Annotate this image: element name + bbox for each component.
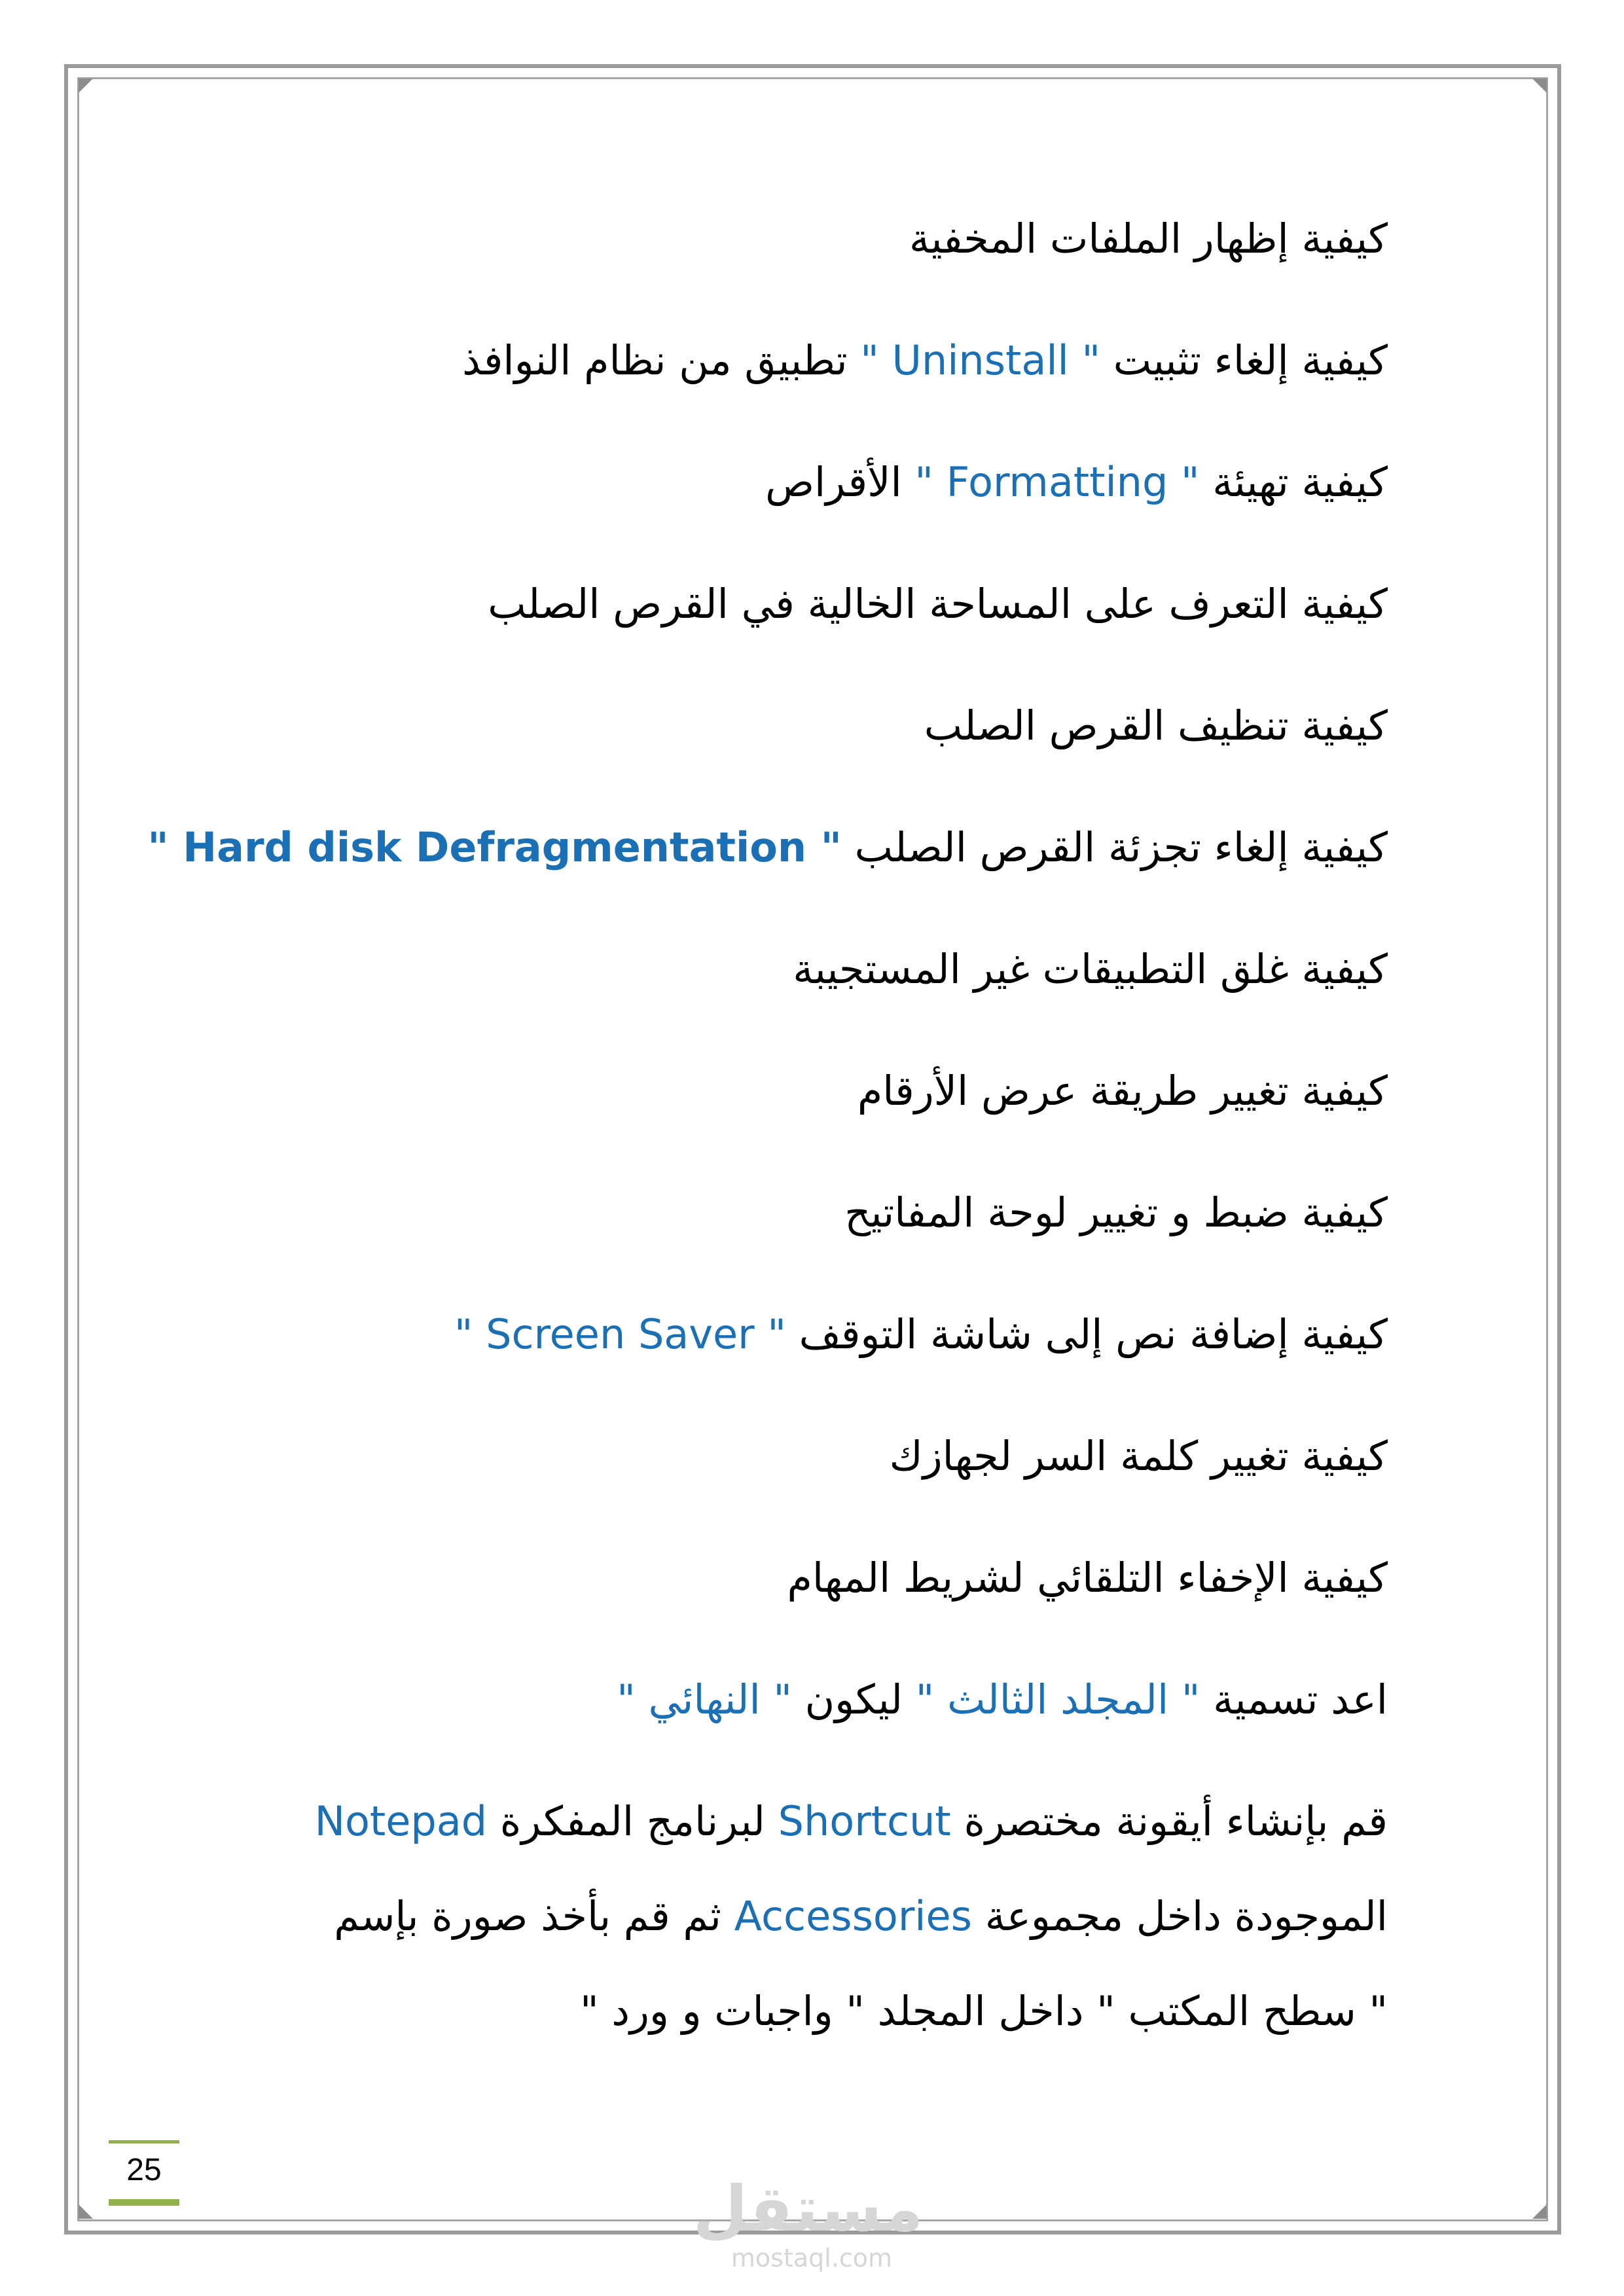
list-item: كيفية تنظيف القرص الصلب — [924, 702, 1388, 749]
page-number: 25 — [109, 2140, 179, 2206]
english-term: Notepad — [314, 1797, 488, 1845]
list-item: كيفية غلق التطبيقات غير المستجيبة — [793, 945, 1388, 993]
list-item: كيفية تهيئة " Formatting " الأقراص — [765, 458, 1388, 506]
watermark-arabic: مستقل — [693, 2172, 923, 2246]
list-item: كيفية إلغاء تجزئة القرص الصلب " Hard disk Defragmentation " — [147, 823, 1388, 871]
shortcut-task-line-2: الموجودة داخل مجموعة Accessories ثم قم بأخذ صورة بإسم — [334, 1892, 1388, 1940]
english-term: " Uninstall " — [860, 336, 1100, 384]
list-item: كيفية التعرف على المساحة الخالية في القرص الصلب — [488, 580, 1388, 628]
watermark-logo — [693, 2172, 923, 2272]
corner-ornament-icon — [79, 79, 93, 93]
question-list — [147, 196, 1388, 2064]
shortcut-task-line-3: " سطح المكتب " داخل المجلد " واجبات و ورد " — [580, 1987, 1388, 2035]
folder-name-new: " النهائي " — [617, 1676, 792, 1723]
folder-name-old: " المجلد الثالث " — [915, 1676, 1200, 1723]
english-term: Accessories — [734, 1892, 972, 1940]
list-item: كيفية تغيير كلمة السر لجهازك — [889, 1432, 1388, 1480]
english-term: " Screen Saver " — [454, 1310, 786, 1358]
list-item: كيفية تغيير طريقة عرض الأرقام — [857, 1067, 1388, 1115]
english-term: Shortcut — [778, 1797, 951, 1845]
english-term: " Hard disk Defragmentation " — [147, 823, 842, 871]
corner-ornament-icon — [79, 2204, 93, 2219]
list-item: كيفية إظهار الملفات المخفية — [909, 215, 1388, 262]
list-item: كيفية إضافة نص إلى شاشة التوقف " Screen Saver " — [454, 1310, 1388, 1358]
list-item: كيفية ضبط و تغيير لوحة المفاتيح — [844, 1189, 1388, 1236]
list-item: كيفية الإخفاء التلقائي لشريط المهام — [787, 1554, 1388, 1602]
watermark-latin: mostaql.com — [731, 2244, 893, 2272]
english-term: " Formatting " — [914, 458, 1200, 506]
shortcut-task-line-1: قم بإنشاء أيقونة مختصرة Shortcut لبرنامج المفكرة Notepad — [314, 1797, 1388, 1845]
list-item: كيفية إلغاء تثبيت " Uninstall " تطبيق من نظام النوافذ — [462, 336, 1388, 384]
corner-ornament-icon — [1532, 79, 1547, 93]
rename-task: اعد تسمية " المجلد الثالث " ليكون " النهائي " — [617, 1676, 1388, 1723]
corner-ornament-icon — [1532, 2204, 1547, 2219]
